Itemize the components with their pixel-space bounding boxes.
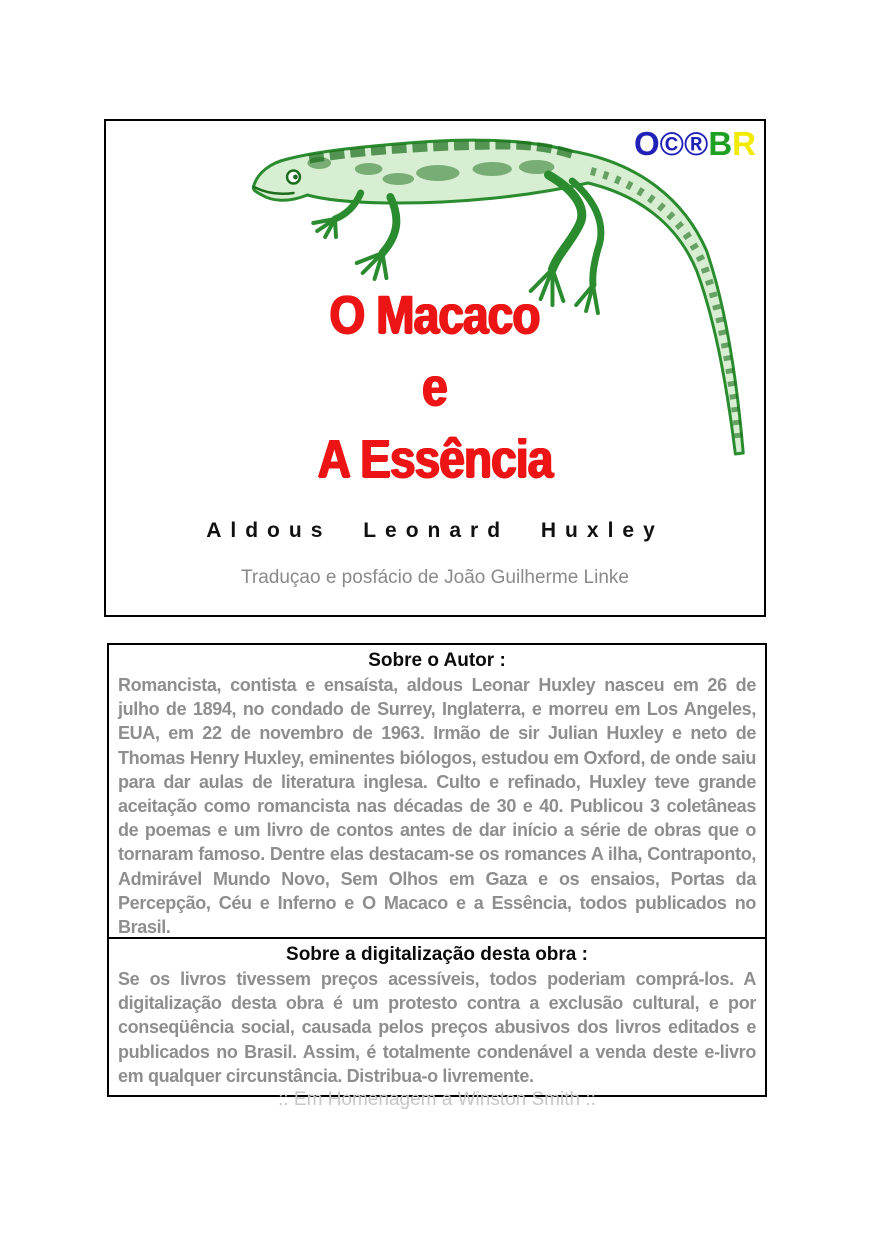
title-text-2: e [422,357,448,417]
lizard-pupil [293,175,298,180]
logo-char-o: O [633,125,660,162]
logo-char-r: R [732,125,756,162]
cover-box [104,119,766,617]
logo-char-registered-icon: ® [683,125,709,162]
title-text-1: O Macaco [329,285,541,345]
about-author-box [107,643,767,948]
about-author-body: Romancista, contista e ensaísta, aldous Leonar Huxley nasceu em 26 de julho de 1894, no condado de Surrey, Inglaterra, e morreu em Los Angeles, EUA, em 22 de novembro de 1963. Irmão de sir Julian Huxley e neto de Thomas Henry Huxley, eminentes biólogos, estudou em Oxford, de onde saiu para dar aulas de literatura inglesa. Culto e refinado, Huxley teve grande aceitação como romancista nas décadas de 30 e 40. Publicou 3 coletâneas de poemas e um livro de contos antes de dar início a série de obras que o tornaram famoso. Dentre elas destacam-se os romances A ilha, Contraponto, Admirável Mundo Novo, Sem Olhos em Gaza e os ensaios, Portas da Percepção, Céu e Inferno e O Macaco e a Essência, todos publicados no Brasil. [118,675,756,938]
about-digitization-body: Se os livros tivessem preços acessíveis, todos poderiam comprá-los. A digitalização desta obra é um protesto contra a exclusão cultural, e por conseqüência social, causada pelos preços abusivos dos livros editados e publicados no Brasil. Assim, é totalmente condenável a venda deste e-livro em qualquer circunstância. Distribua-o livremente. [118,969,756,1086]
ocrbr-logo [634,125,756,163]
title-line-2 [106,351,764,423]
about-digitization-heading: Sobre a digitalização desta obra : [286,944,588,965]
title-line-1 [106,279,764,351]
translation-credit: Traduçao e posfácio de João Guilherme Linke [241,567,629,588]
logo-char-copyright-icon: © [659,125,684,162]
about-digitization-box [107,937,767,1097]
book-title [106,279,764,495]
title-line-3 [106,423,764,495]
title-text-3: A Essência [317,429,553,489]
logo-char-b: B [708,125,733,162]
about-author-heading: Sobre o Autor : [368,650,506,671]
author-name: Aldous Leonard Huxley [206,519,664,542]
dedication-line: :: Em Homenagem a Winston Smith :: [278,1089,596,1110]
